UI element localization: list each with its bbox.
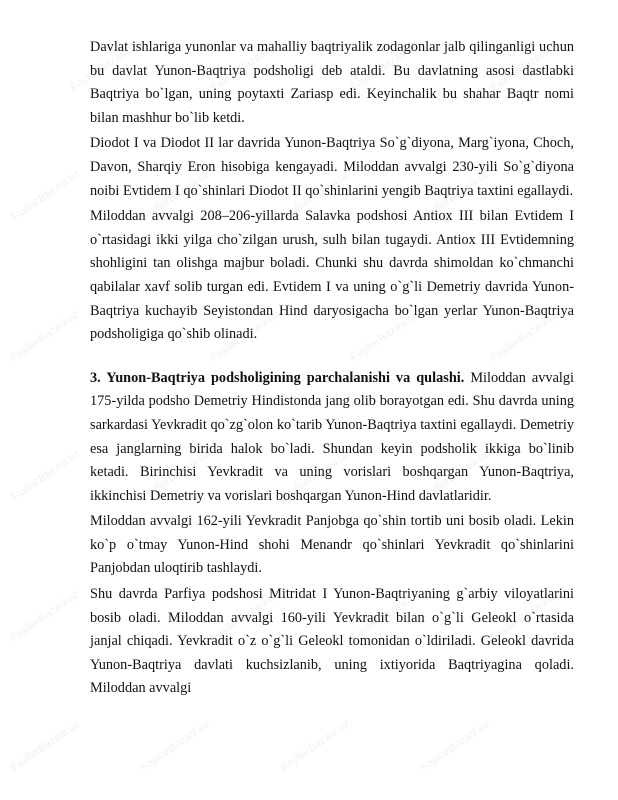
watermark-text: FayllarBazasi.uz [278, 167, 352, 225]
watermark-text: FayllarBazasi.uz [208, 587, 282, 645]
watermark-text: FayllarBazasi.uz [8, 587, 82, 645]
watermark-text: FayllarBazasi.uz [348, 307, 422, 365]
watermark-text: FayllarBazasi.uz [418, 447, 492, 505]
paragraph-3: Miloddan avvalgi 208–206-yillarda Salavka podshosi Antiox III bilan Evtidem I o`rtasidagi ikki yilga cho`zilgan urush, sulh bilan tugaydi. Antiox III Evtidemning shohligini tan olishga majbur boladi. Chunki shu davrda shimoldan ko`chmanchi qabilalar xavf solib turgan edi. Evtidem I va uning o`g`li Demetriy davrida Yunon-Baqtriya kuchayib Seyistondan Hind daryosigacha bo`lgan yerlar Yunon-Baqtriya podsholigiga qo`shib olinadi. [90, 208, 574, 343]
watermark-text: FayllarBazasi.uz [8, 167, 82, 225]
watermark-text: FayllarBazasi.uz [8, 717, 82, 775]
watermark-text: FayllarBazasi.uz [8, 447, 82, 505]
document-body [90, 36, 574, 703]
watermark-text: FayllarBazasi.uz [488, 307, 562, 365]
section-3-paragraph [90, 367, 574, 509]
watermark-text: FayllarBazasi.uz [278, 447, 352, 505]
paragraph-6: Shu davrda Parfiya podshosi Mitridat I Yunon-Baqtriyaning g`arbiy viloyatlarini bosib oladi. Miloddan avvalgi 160-yili Yevkradit bilan o`g`li Geleokl o`rtasida janjal chiqadi. Yevkradit o`z o`g`li Geleokl tomonidan o`ldiriladi. Geleokl davrida Yunon-Baqtriya davlati kuchsizlanib, uning ixtiyorida Baqtriyagina qoladi. Miloddan avvalgi [90, 586, 574, 697]
watermark-text: FayllarBazasi.uz [488, 587, 562, 645]
watermark-text: FayllarBazasi.uz [8, 307, 82, 365]
watermark-text: FayllarBazasi.uz [348, 587, 422, 645]
watermark-text: FayllarBazasi.uz [208, 307, 282, 365]
watermark-text: FayllarBazasi.uz [348, 37, 422, 95]
paragraph-5: Miloddan avvalgi 162-yili Yevkradit Panjobga qo`shin tortib uni bosib oladi. Lekin ko`p o`tmay Yunon-Hind shohi Menandr qo`shinlari Yevkradit qo`shinlarini Panjobdan uloqtirib tashlaydi. [90, 513, 574, 577]
watermark-text: FayllarBazasi.uz [68, 37, 142, 95]
watermark-text: FayllarBazasi.uz [418, 167, 492, 225]
watermark-text: FayllarBazasi.uz [418, 717, 492, 775]
watermark-text: FayllarBazasi.uz [138, 167, 212, 225]
section-heading: 3. Yunon-Baqtriya podsholigining parchalanishi va qulashi. [90, 369, 465, 386]
watermark-text: FayllarBazasi.uz [208, 37, 282, 95]
watermark-text: FayllarBazasi.uz [278, 717, 352, 775]
section-lead-text: Miloddan avvalgi 175-yilda podsho Demetriy Hindistonda jang olib borayotgan edi. Shu davrda uning sarkardasi Yevkradit qo`zg`olon ko`tarib Yunon-Baqtriya taxtini egallaydi. Demetriy esa janglarning birida halok bo`ladi. Shundan keyin podsholik ikkiga bo`linib ketadi. Birinchisi Yevkradit va uning vorislari boshqargan Yunon-Baqtriya, ikkinchisi Demetriy va vorislari boshqargan Yunon-Hind davlatlaridir. [90, 369, 575, 504]
paragraph-1: Davlat ishlariga yunonlar va mahalliy baqtriyalik zodagonlar jalb qilinganligi uchun bu davlat Yunon-Baqtriya podsholigi deb ataldi. Bu davlatning asosi dastlabki Baqtriya bo`lgan, uning poytaxti Zariasp edi. Keyinchalik bu shahar Baqtr nomi bilan mashhur bo`lib ketdi. [90, 39, 574, 126]
watermark-text: FayllarBazasi.uz [488, 37, 562, 95]
paragraph-2: Diodot I va Diodot II lar davrida Yunon-Baqtriya So`g`diyona, Marg`iyona, Choch, Davon, Sharqiy Eron hisobiga kengayadi. Miloddan avvalgi 230-yili So`g`diyona noibi Evtidem I qo`shinlari Diodot II qo`shinlarini yengib Baqtriya taxtini egallaydi. [90, 135, 574, 199]
watermark-text: FayllarBazasi.uz [138, 717, 212, 775]
watermark-text: FayllarBazasi.uz [138, 447, 212, 505]
